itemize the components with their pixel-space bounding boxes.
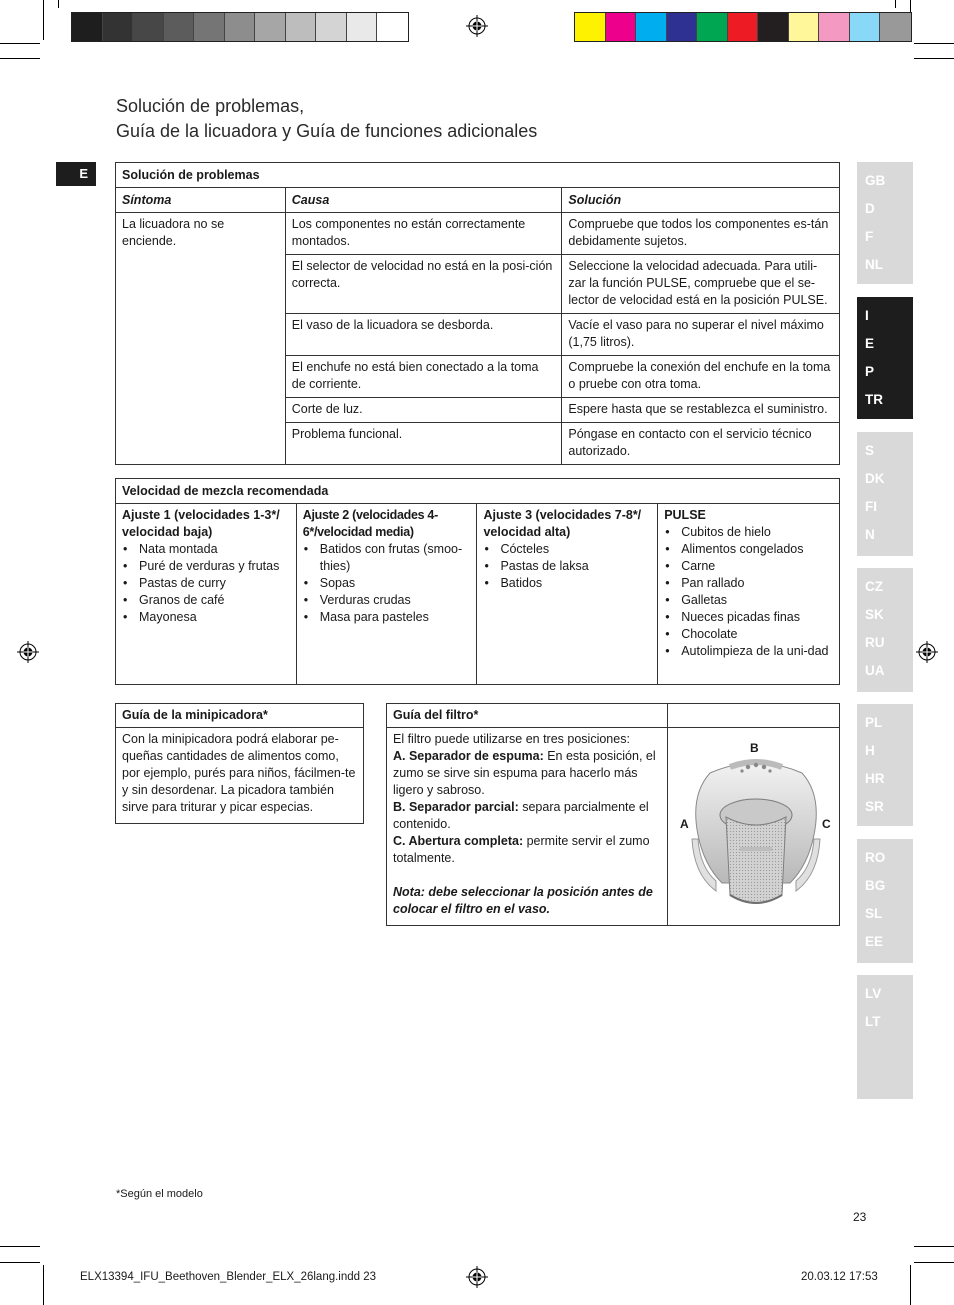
table-title: Solución de problemas [116, 163, 840, 188]
language-tab[interactable]: LT [865, 1014, 881, 1029]
color-swatch [636, 13, 667, 41]
gray-swatch [255, 13, 286, 41]
filter-b-label: B. Separador parcial: [393, 800, 519, 814]
box-body: Con la minipicadora podrá elaborar pe-queñas cantidades de alimentos como, por ejemplo, purés para niños, fácilmen-te y sin desordenar. La picadora también sirve para triturar y picar especias. [122, 732, 356, 814]
list-item: • Carne [664, 558, 833, 575]
crop-mark [914, 58, 954, 59]
language-group[interactable] [857, 839, 913, 963]
list-item: • Verduras crudas [303, 592, 471, 609]
solution-cell: Compruebe que todos los componentes es-tán debidamente sujetos. [562, 213, 840, 255]
gray-swatch [225, 13, 256, 41]
mini-chopper-box [115, 703, 364, 824]
list-item: • Pastas de laksa [483, 558, 651, 575]
language-tab[interactable]: N [865, 527, 875, 542]
language-tab[interactable]: E [865, 336, 875, 351]
filter-c-text: permite servir el zumo totalmente. [393, 834, 650, 865]
language-tab[interactable]: RU [865, 635, 885, 650]
color-swatch [606, 13, 637, 41]
language-tab[interactable]: PL [865, 715, 883, 730]
speed-item-list [122, 541, 290, 626]
speed-table [115, 478, 840, 685]
language-tab[interactable]: BG [865, 878, 886, 893]
list-item: • Masa para pasteles [303, 609, 471, 626]
filter-note: Nota: debe seleccionar la posición antes de colocar el filtro en el vaso. [393, 885, 653, 916]
language-tab[interactable]: EE [865, 934, 884, 949]
page-heading [116, 94, 537, 144]
language-tab[interactable]: LV [865, 986, 882, 1001]
list-item: • Cócteles [483, 541, 651, 558]
language-tab[interactable]: H [865, 743, 875, 758]
symptom-cell: La licuadora no se enciende. [116, 213, 286, 465]
language-tab[interactable]: F [865, 229, 874, 244]
color-swatch [880, 13, 911, 41]
heading-line-1: Solución de problemas, [116, 96, 305, 116]
language-tab[interactable]: D [865, 201, 875, 216]
cause-cell: Los componentes no están correctamente montados. [285, 213, 562, 255]
crop-mark [43, 0, 44, 40]
solution-cell: Vacíe el vaso para no superar el nivel máximo (1,75 litros). [562, 314, 840, 356]
list-item: • Cubitos de hielo [664, 524, 833, 541]
language-tab[interactable]: NL [865, 257, 883, 272]
language-tab[interactable]: SK [865, 607, 884, 622]
gray-swatch [194, 13, 225, 41]
language-tab[interactable]: UA [865, 663, 885, 678]
list-item: • Chocolate [664, 626, 833, 643]
speed-item-list [483, 541, 651, 592]
crop-mark [914, 1246, 954, 1247]
color-swatch [697, 13, 728, 41]
language-tab[interactable]: GB [865, 173, 886, 188]
crop-mark [910, 1265, 911, 1305]
list-item: • Galletas [664, 592, 833, 609]
list-item: • Nueces picadas finas [664, 609, 833, 626]
language-group-active[interactable] [857, 297, 913, 419]
solution-cell: Compruebe la conexión del enchufe en la toma o pruebe con otra toma. [562, 356, 840, 398]
language-tab[interactable]: CZ [865, 579, 883, 594]
gray-swatch [377, 13, 408, 41]
language-tab[interactable]: RO [865, 850, 886, 865]
filter-text [387, 728, 668, 925]
speed-item-list [303, 541, 471, 626]
list-item: • Batidos [483, 575, 651, 592]
language-tab[interactable]: P [865, 364, 875, 379]
crop-mark [0, 58, 40, 59]
color-swatch [789, 13, 820, 41]
registration-mark-icon [466, 15, 488, 37]
column-header-cause: Causa [285, 188, 562, 213]
list-item: • Autolimpieza de la uni-dad [664, 643, 833, 660]
language-tab[interactable]: DK [865, 471, 885, 486]
cause-cell: Corte de luz. [285, 398, 562, 423]
speed-column-heading: Ajuste 1 (velocidades 1-3*/ velocidad baja) [122, 508, 280, 539]
filter-label-a: A [680, 817, 689, 831]
language-tab[interactable]: I [865, 308, 869, 323]
box-title: Guía del filtro* [387, 704, 668, 727]
footnote: *Según el modelo [116, 1188, 203, 1200]
registration-mark-icon [466, 1266, 488, 1288]
solution-cell: Espere hasta que se restablezca el suministro. [562, 398, 840, 423]
color-swatch [758, 13, 789, 41]
cause-cell: El enchufe no está bien conectado a la toma de corriente. [285, 356, 562, 398]
filter-b-text: separa parcialmente el contenido. [393, 800, 649, 831]
speed-item-list [664, 524, 833, 660]
filter-icon [690, 755, 822, 923]
gray-swatch [72, 13, 103, 41]
speed-columns-row [116, 504, 840, 685]
color-swatch [850, 13, 881, 41]
language-group[interactable] [857, 975, 913, 1099]
cause-cell: El vaso de la licuadora se desborda. [285, 314, 562, 356]
registration-mark-icon [916, 641, 938, 663]
crop-mark [914, 1262, 954, 1263]
speed-column [116, 504, 297, 685]
language-group[interactable] [857, 432, 913, 556]
list-item: • Nata montada [122, 541, 290, 558]
list-item: • Pastas de curry [122, 575, 290, 592]
file-slug: ELX13394_IFU_Beethoven_Blender_ELX_26lang.indd 23 [80, 1271, 377, 1283]
heading-line-2: Guía de la licuadora y Guía de funciones adicionales [116, 121, 538, 141]
filter-label-c: C [822, 817, 831, 831]
grayscale-bar [71, 12, 409, 42]
registration-mark-icon [17, 641, 39, 663]
troubleshooting-table [115, 162, 840, 465]
color-swatch [728, 13, 759, 41]
crop-mark [58, 0, 59, 8]
filter-c-label: C. Abertura completa: [393, 834, 524, 848]
filter-a-label: A. Separador de espuma: [393, 749, 544, 763]
table-title: Velocidad de mezcla recomendada [116, 479, 840, 504]
speed-column-heading: Ajuste 2 (velocidades 4-6*/velocidad media) [302, 508, 438, 539]
list-item: • Sopas [303, 575, 471, 592]
crop-mark [0, 1246, 40, 1247]
color-bar [574, 12, 912, 42]
gray-swatch [286, 13, 317, 41]
solution-cell: Póngase en contacto con el servicio técnico autorizado. [562, 423, 840, 465]
gray-swatch [103, 13, 134, 41]
filter-label-b: B [750, 741, 759, 755]
gray-swatch [133, 13, 164, 41]
language-tab[interactable]: HR [865, 771, 885, 786]
speed-column-heading: PULSE [664, 508, 706, 522]
language-tab[interactable]: SL [865, 906, 883, 921]
crop-mark [895, 0, 896, 8]
speed-column [477, 504, 658, 685]
language-tab[interactable]: FI [865, 499, 877, 514]
crop-mark [0, 1262, 40, 1263]
language-group[interactable] [857, 568, 913, 692]
cause-cell: El selector de velocidad no está en la posi-ción correcta. [285, 255, 562, 314]
language-group[interactable] [857, 704, 913, 826]
gray-swatch [164, 13, 195, 41]
box-title: Guía de la minipicadora* [116, 704, 363, 728]
date-slug: 20.03.12 17:53 [801, 1271, 878, 1283]
color-swatch [667, 13, 698, 41]
gray-swatch [347, 13, 378, 41]
language-tab[interactable]: S [865, 443, 875, 458]
list-item: • Mayonesa [122, 609, 290, 626]
list-item: • Pan rallado [664, 575, 833, 592]
language-tab[interactable]: SR [865, 799, 884, 814]
crop-mark [0, 43, 40, 44]
language-tag: E [56, 162, 96, 186]
crop-mark [43, 1265, 44, 1305]
speed-column [658, 504, 840, 685]
language-group[interactable] [857, 162, 913, 284]
list-item: • Batidos con frutas (smoo-thies) [303, 541, 471, 575]
page-number: 23 [853, 1210, 867, 1224]
color-swatch [819, 13, 850, 41]
crop-mark [914, 43, 954, 44]
solution-cell: Seleccione la velocidad adecuada. Para utili-zar la función PULSE, compruebe que el se-lector de velocidad está en la posición PULSE. [562, 255, 840, 314]
speed-column [296, 504, 477, 685]
list-item: • Puré de verduras y frutas [122, 558, 290, 575]
list-item: • Granos de café [122, 592, 290, 609]
color-swatch [575, 13, 606, 41]
column-header-solution: Solución [562, 188, 840, 213]
filter-intro: El filtro puede utilizarse en tres posiciones: [393, 732, 630, 746]
speed-column-heading: Ajuste 3 (velocidades 7-8*/ velocidad alta) [483, 508, 642, 539]
list-item: • Alimentos congelados [664, 541, 833, 558]
table-row [116, 213, 840, 255]
language-tab[interactable]: TR [865, 392, 883, 407]
gray-swatch [316, 13, 347, 41]
cause-cell: Problema funcional. [285, 423, 562, 465]
column-header-symptom: Síntoma [116, 188, 286, 213]
filter-a-text: En esta posición, el zumo se sirve sin espuma para hacerlo más ligero y sabroso. [393, 749, 656, 797]
